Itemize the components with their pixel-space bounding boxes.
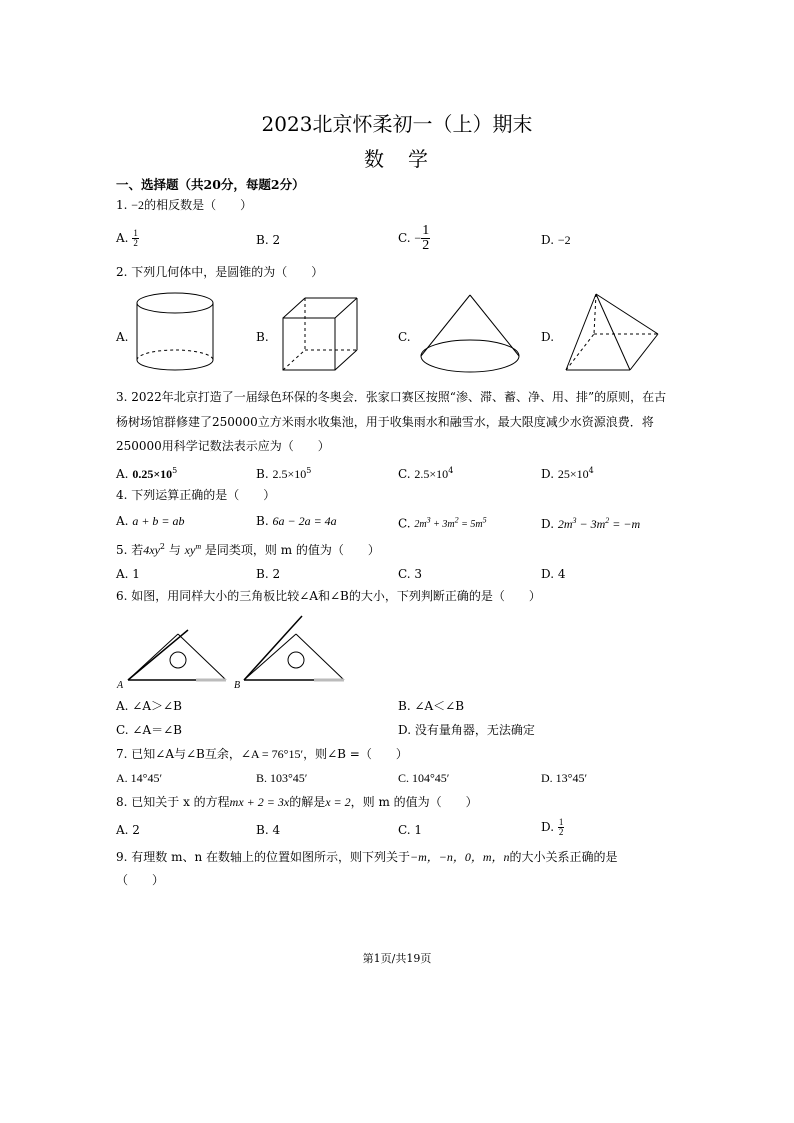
- question-8-option-a: A. 2: [116, 823, 140, 837]
- section-heading: 一、选择题（共20分，每题2分）: [116, 177, 305, 192]
- question-6-stem: 6. 如图，用同样大小的三角板比较∠A和∠B的大小，下列判断正确的是（ ）: [116, 589, 541, 603]
- cube-icon: [280, 296, 360, 376]
- question-2-option-a: A.: [116, 330, 129, 344]
- question-3-option-a: A. $0.25\times 10^5$: [116, 466, 178, 481]
- question-5-option-a: A. 1: [116, 567, 140, 581]
- question-1-option-c: C. − $\frac{1}{2}$: [398, 223, 430, 253]
- question-5-stem: 5. 若$4xy^2$ 与 $xy^m$ 是同类项，则 m 的值为（ ）: [116, 542, 380, 557]
- question-4-option-b: B. 6a − 2a = 4a: [256, 514, 337, 528]
- question-3-option-d: D. $25\times 10^4$: [541, 466, 594, 481]
- question-3-line-2: 杨树场馆群修建了250000立方米雨水收集池，用于收集雨水和融雪水，最大限度减少水资源浪费．将: [116, 415, 654, 429]
- question-2-stem: 2. 下列几何体中，是圆锥的为（ ）: [116, 265, 324, 279]
- page-number: 第1页/共19页: [362, 952, 432, 965]
- angle-a-label: A: [117, 680, 124, 691]
- question-5-option-b: B. 2: [256, 567, 281, 581]
- question-7-option-a: A. 14°45′: [116, 771, 163, 785]
- question-1-option-a: A. $\frac{1}{2}$: [116, 228, 138, 248]
- question-3-option-b: B. $2.5\times 10^5$: [256, 466, 312, 481]
- question-6-option-b: B. ∠A＜∠B: [398, 699, 465, 713]
- question-7-option-d: D. 13°45′: [541, 771, 588, 785]
- cone-icon: [418, 293, 522, 375]
- angle-b-label: B: [234, 680, 241, 691]
- question-8-option-d: D. $\frac{1}{2}$: [541, 817, 564, 837]
- question-2-option-b: B.: [256, 330, 269, 344]
- question-2-option-c: C.: [398, 330, 411, 344]
- question-3-line-3: 250000用科学记数法表示应为（ ）: [116, 439, 330, 453]
- question-1-stem: 1. −2的相反数是（ ）: [116, 198, 253, 212]
- question-4-option-c: C. $2m^3 + 3m^2 = 5m^5$: [398, 516, 487, 531]
- question-8-option-b: B. 4: [256, 823, 281, 837]
- cylinder-icon: [134, 290, 216, 374]
- question-2-option-d: D.: [541, 330, 555, 344]
- question-1-option-d: D. −2: [541, 233, 571, 247]
- question-4-stem: 4. 下列运算正确的是（ ）: [116, 488, 276, 502]
- pyramid-icon: [562, 292, 662, 374]
- question-7-option-c: C. 104°45′: [398, 771, 450, 785]
- question-4-option-a: A. a + b = ab: [116, 514, 185, 528]
- question-1-option-b: B. 2: [256, 233, 281, 247]
- question-5-option-c: C. 3: [398, 567, 423, 581]
- question-7-stem: 7. 已知∠A与∠B互余，∠A = 76°15′，则∠B =（ ）: [116, 747, 408, 761]
- question-9-line-2: （ ）: [116, 873, 165, 887]
- question-6-option-d: D. 没有量角器，无法确定: [398, 723, 535, 737]
- question-3-option-c: C. $2.5\times 10^4$: [398, 466, 454, 481]
- question-8-stem: 8. 已知关于 x 的方程mx + 2 = 3x的解是x = 2，则 m 的值为（ ）: [116, 795, 478, 809]
- question-6-option-c: C. ∠A＝∠B: [116, 723, 182, 737]
- question-8-option-c: C. 1: [398, 823, 423, 837]
- question-7-option-b: B. 103°45′: [256, 771, 308, 785]
- question-3-line-1: 3. 2022年北京打造了一届绿色环保的冬奥会．张家口赛区按照“渗、滞、蓄、净、用、排”的原则，在古: [116, 390, 667, 404]
- question-5-option-d: D. 4: [541, 567, 566, 581]
- question-9-line-1: 9. 有理数 m、n 在数轴上的位置如图所示，则下列关于−m，−n，0，m，n的大小关系正确的是: [116, 850, 618, 864]
- question-4-option-d: D. $2m^3 - 3m^2 = -m$: [541, 516, 641, 531]
- subject-title: 数 学: [364, 147, 430, 171]
- page-title: 2023北京怀柔初一（上）期末: [261, 112, 533, 136]
- question-6-option-a: A. ∠A＞∠B: [116, 699, 182, 713]
